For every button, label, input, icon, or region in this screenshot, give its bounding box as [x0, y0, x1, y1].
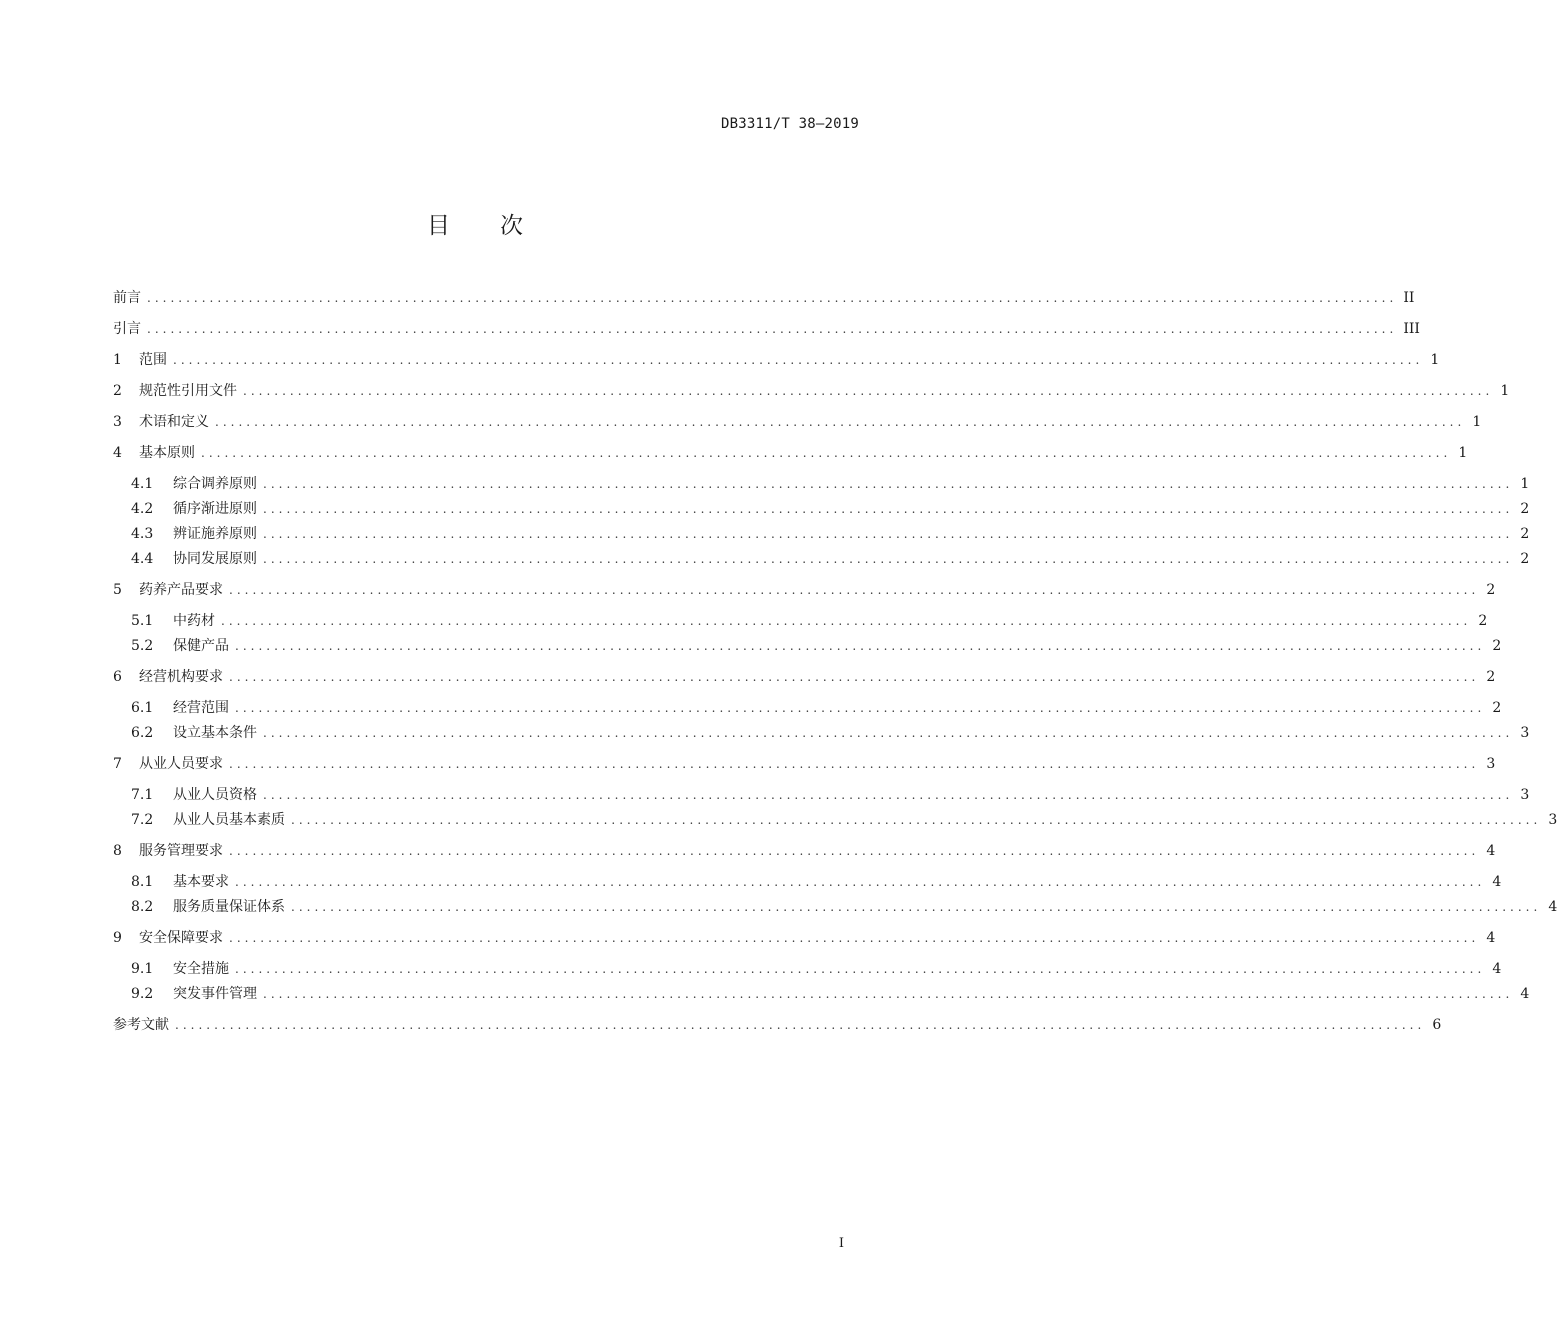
toc-entry-number: 4.2 [131, 501, 154, 517]
toc-entry-label: 范围 [139, 352, 167, 368]
toc-entry-number: 8.1 [131, 874, 154, 890]
toc-entry[interactable] [131, 897, 1557, 917]
toc-entry-number: 2 [113, 383, 122, 399]
toc-leader-dots: ................................................................................................................................................................ [229, 844, 1480, 858]
toc-entry[interactable] [113, 841, 1496, 861]
toc-entry-label: 安全保障要求 [139, 930, 223, 946]
toc-entry-label: 规范性引用文件 [139, 383, 237, 399]
toc-leader-dots: ................................................................................................................................................................ [263, 788, 1514, 802]
toc-entry-number: 6.1 [131, 700, 154, 716]
page-title [0, 207, 950, 240]
toc-leader-dots: ................................................................................................................................................................ [263, 552, 1514, 566]
toc-leader-dots: ................................................................................................................................................................ [291, 900, 1542, 914]
toc-entry-label: 前言 [113, 290, 141, 306]
toc-leader-dots: ................................................................................................................................................................ [235, 875, 1486, 889]
toc-leader-dots: ................................................................................................................................................................ [235, 701, 1486, 715]
toc-entry-label: 安全措施 [173, 961, 229, 977]
toc-entry-number: 9.1 [131, 961, 154, 977]
footer-page-number: I [838, 1236, 844, 1251]
toc-leader-dots: ................................................................................................................................................................ [229, 931, 1480, 945]
toc-entry-label: 突发事件管理 [173, 986, 257, 1002]
toc-entry-page: 2 [1478, 613, 1488, 629]
toc-entry[interactable] [113, 667, 1496, 687]
toc-entry[interactable] [113, 443, 1468, 463]
toc-entry-label: 从业人员资格 [173, 787, 257, 803]
toc-entry[interactable] [131, 810, 1557, 830]
document-code: DB3311/T 38—2019 [720, 116, 859, 132]
toc-entry[interactable] [131, 524, 1530, 544]
toc-entry-number: 1 [113, 352, 122, 368]
toc-leader-dots: ................................................................................................................................................................ [173, 353, 1424, 367]
title-char-1: 目 [427, 213, 450, 239]
toc-entry-number: 4.3 [131, 526, 154, 542]
toc-entry-page: 3 [1520, 725, 1530, 741]
toc-entry-page: 1 [1430, 352, 1440, 368]
toc-leader-dots: ................................................................................................................................................................ [175, 1018, 1426, 1032]
toc-entry-page: 1 [1472, 414, 1482, 430]
toc-entry-page: 2 [1520, 526, 1530, 542]
toc-entry[interactable] [131, 984, 1530, 1004]
toc-entry[interactable] [113, 288, 1415, 308]
toc-entry-number: 8.2 [131, 899, 154, 915]
toc-entry-page: 2 [1492, 700, 1502, 716]
toc-leader-dots: ................................................................................................................................................................ [147, 322, 1398, 336]
toc-leader-dots: ................................................................................................................................................................ [235, 962, 1486, 976]
toc-entry[interactable] [113, 1015, 1442, 1035]
toc-entry-page: 4 [1492, 961, 1502, 977]
toc-entry[interactable] [113, 381, 1510, 401]
toc-entry-label: 设立基本条件 [173, 725, 257, 741]
toc-entry-number: 3 [113, 414, 122, 430]
toc-leader-dots: ................................................................................................................................................................ [235, 639, 1486, 653]
toc-entry-page: 3 [1548, 812, 1557, 828]
toc-entry-label: 辨证施养原则 [173, 526, 257, 542]
toc-entry-label: 术语和定义 [139, 414, 209, 430]
toc-leader-dots: ................................................................................................................................................................ [229, 757, 1480, 771]
toc-leader-dots: ................................................................................................................................................................ [229, 670, 1480, 684]
toc-entry-number: 5 [113, 582, 122, 598]
toc-entry-label: 服务质量保证体系 [173, 899, 285, 915]
toc-entry-label: 基本原则 [139, 445, 195, 461]
toc-leader-dots: ................................................................................................................................................................ [215, 415, 1466, 429]
toc-entry-label: 参考文献 [113, 1017, 169, 1033]
toc-entry-number: 7.2 [131, 812, 154, 828]
toc-entry-number: 4 [113, 445, 122, 461]
toc-entry-page: 2 [1486, 582, 1496, 598]
toc-leader-dots: ................................................................................................................................................................ [263, 726, 1514, 740]
toc-leader-dots: ................................................................................................................................................................ [263, 527, 1514, 541]
toc-entry-label: 经营范围 [173, 700, 229, 716]
toc-entry[interactable] [131, 499, 1530, 519]
toc-entry-label: 综合调养原则 [173, 476, 257, 492]
toc-entry-number: 4.1 [131, 476, 154, 492]
toc-entry[interactable] [113, 319, 1420, 339]
toc-entry-number: 6 [113, 669, 122, 685]
toc-entry-number: 6.2 [131, 725, 154, 741]
toc-entry[interactable] [131, 723, 1530, 743]
toc-entry-label: 从业人员基本素质 [173, 812, 285, 828]
toc-entry-label: 经营机构要求 [139, 669, 223, 685]
toc-entry-number: 7 [113, 756, 122, 772]
toc-entry-label: 服务管理要求 [139, 843, 223, 859]
toc-entry[interactable] [131, 474, 1530, 494]
toc-leader-dots: ................................................................................................................................................................ [221, 614, 1472, 628]
toc-entry-number: 5.2 [131, 638, 154, 654]
title-char-2: 次 [500, 213, 523, 239]
toc-entry-page: 4 [1520, 986, 1530, 1002]
toc-entry-page: 1 [1520, 476, 1530, 492]
toc-entry-page: 4 [1486, 843, 1496, 859]
toc-entry-label: 从业人员要求 [139, 756, 223, 772]
toc-leader-dots: ................................................................................................................................................................ [291, 813, 1542, 827]
toc-entry-page: 2 [1520, 551, 1530, 567]
toc-entry[interactable] [131, 785, 1530, 805]
toc-entry-page: 2 [1486, 669, 1496, 685]
toc-leader-dots: ................................................................................................................................................................ [263, 987, 1514, 1001]
toc-entry[interactable] [131, 872, 1502, 892]
toc-entry[interactable] [113, 928, 1496, 948]
toc-entry[interactable] [131, 549, 1530, 569]
toc-entry[interactable] [131, 636, 1502, 656]
toc-entry-page: 4 [1486, 930, 1496, 946]
toc-entry-page: 4 [1548, 899, 1557, 915]
toc-entry[interactable] [131, 959, 1502, 979]
toc-leader-dots: ................................................................................................................................................................ [263, 477, 1514, 491]
toc-entry-page: 3 [1486, 756, 1496, 772]
toc-entry-label: 中药材 [173, 613, 215, 629]
toc-entry-number: 8 [113, 843, 122, 859]
toc-leader-dots: ................................................................................................................................................................ [229, 583, 1480, 597]
toc-entry-number: 4.4 [131, 551, 154, 567]
toc-entry-page: 2 [1520, 501, 1530, 517]
toc-entry-number: 9.2 [131, 986, 154, 1002]
toc-leader-dots: ................................................................................................................................................................ [201, 446, 1452, 460]
toc-entry-label: 引言 [113, 321, 141, 337]
toc-entry-page: 1 [1500, 383, 1510, 399]
toc-entry-page: 2 [1492, 638, 1502, 654]
toc-entry-label: 基本要求 [173, 874, 229, 890]
toc-entry-label: 协同发展原则 [173, 551, 257, 567]
toc-entry-page: 6 [1432, 1017, 1442, 1033]
toc-leader-dots: ................................................................................................................................................................ [147, 291, 1398, 305]
toc-entry-number: 5.1 [131, 613, 154, 629]
toc-entry[interactable] [131, 698, 1502, 718]
toc-entry-label: 药养产品要求 [139, 582, 223, 598]
toc-entry[interactable] [113, 350, 1440, 370]
toc-entry-label: 循序渐进原则 [173, 501, 257, 517]
toc-entry-number: 7.1 [131, 787, 154, 803]
toc-entry[interactable] [131, 611, 1488, 631]
toc-entry-page: III [1403, 321, 1420, 337]
toc-entry[interactable] [113, 580, 1496, 600]
toc-entry-label: 保健产品 [173, 638, 229, 654]
toc-entry[interactable] [113, 412, 1482, 432]
toc-entry-page: II [1403, 290, 1415, 306]
toc-entry[interactable] [113, 754, 1496, 774]
toc-entry-number: 9 [113, 930, 122, 946]
toc-entry-page: 1 [1458, 445, 1468, 461]
toc-leader-dots: ................................................................................................................................................................ [243, 384, 1494, 398]
toc-leader-dots: ................................................................................................................................................................ [263, 502, 1514, 516]
toc-entry-page: 3 [1520, 787, 1530, 803]
toc-entry-page: 4 [1492, 874, 1502, 890]
